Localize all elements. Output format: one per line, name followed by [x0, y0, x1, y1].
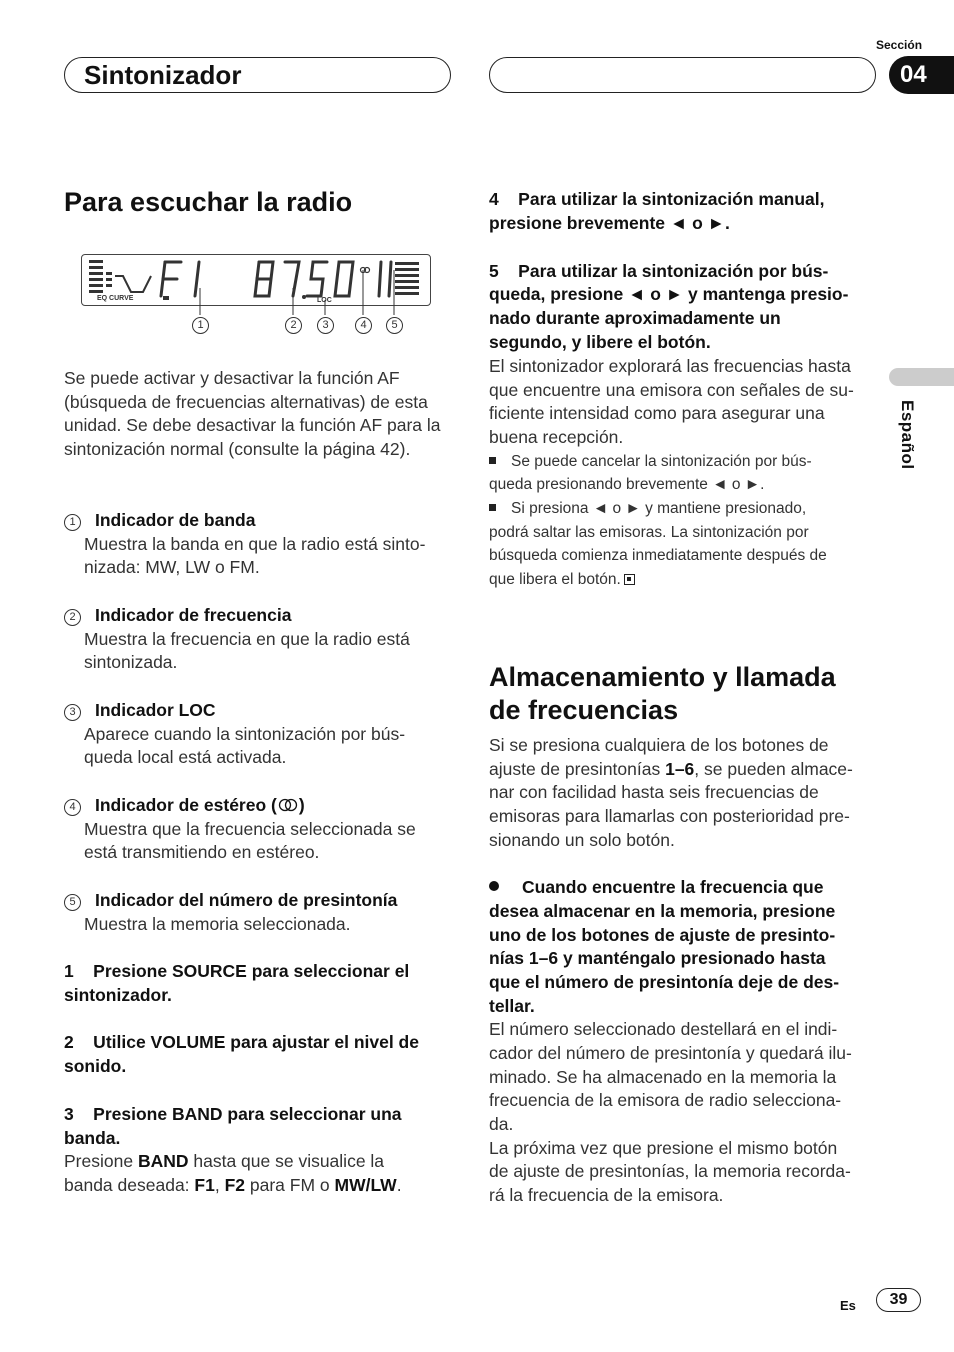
store-step-6: tellar.	[489, 996, 535, 1016]
store-step-5: que el número de presintonía deje de des-	[489, 972, 840, 992]
store-intro-5: sionando un solo botón.	[489, 830, 675, 850]
callout-2: 2	[285, 316, 302, 334]
bullet-dot-icon	[489, 881, 499, 891]
store-desc-3: minado. Se ha almacenado en la memoria la	[489, 1067, 837, 1087]
title-almacenamiento-1: Almacenamiento y llamada	[489, 662, 836, 692]
indicator-3-desc-2: queda local está activada.	[84, 747, 287, 767]
page-number: 39	[876, 1288, 921, 1312]
store-desc-5: da.	[489, 1114, 514, 1134]
step-2-line-2: sonido.	[64, 1056, 127, 1076]
store-step-2: desea almacenar en la memoria, presione	[489, 901, 836, 921]
step-5-line-3: nado durante aproximadamente un	[489, 308, 781, 328]
indicator-2-title: 2 Indicador de frecuencia	[64, 604, 291, 628]
step-5-desc-3: ficiente intensidad como para asegurar una	[489, 403, 825, 423]
section-number-badge: 04	[889, 56, 954, 94]
language-code: Es	[840, 1298, 856, 1313]
store-intro-2: ajuste de presintonías 1–6, se pueden almace-	[489, 759, 853, 779]
store-desc-8: rá la frecuencia de la emisora.	[489, 1185, 724, 1205]
indicator-5-title: 5 Indicador del número de presintonía	[64, 889, 397, 913]
end-mark-icon	[624, 574, 635, 585]
section-title: Sintonizador	[84, 60, 242, 90]
step-1-line-2: sintonizador.	[64, 985, 172, 1005]
callout-1: 1	[192, 316, 209, 334]
seccion-label: Sección	[876, 38, 923, 52]
step-1-line-1: 1 Presione SOURCE para seleccionar el	[64, 961, 410, 981]
store-desc-4: frecuencia de la emisora de radio selecciona-	[489, 1090, 842, 1110]
indicator-1-desc-2: nizada: MW, LW o FM.	[84, 557, 260, 577]
step-3-line-2: banda.	[64, 1128, 121, 1148]
loc-label: LOC	[317, 297, 332, 304]
title-almacenamiento-2: de frecuencias	[489, 695, 679, 725]
callout-3: 3	[317, 316, 334, 334]
store-desc-1: El número seleccionado destellará en el indi-	[489, 1019, 838, 1039]
step-5-line-2: queda, presione ◄ o ► y mantenga presio-	[489, 284, 849, 304]
indicator-3-title: 3 Indicador LOC	[64, 699, 216, 723]
step-5-desc-4: buena recepción.	[489, 427, 624, 447]
store-intro-1: Si se presiona cualquiera de los botones de	[489, 735, 829, 755]
indicator-5-desc-1: Muestra la memoria seleccionada.	[84, 914, 351, 934]
note-1-line-1: Se puede cancelar la sintonización por bús-	[489, 450, 812, 474]
step-3-desc-line-1: Presione BAND hasta que se visualice la	[64, 1151, 385, 1171]
language-tab	[889, 368, 954, 386]
step-5-line-1: 5 Para utilizar la sintonización por bús-	[489, 261, 829, 281]
store-desc-6: La próxima vez que presione el mismo botón	[489, 1138, 838, 1158]
step-3-line-1: 3 Presione BAND para seleccionar una	[64, 1104, 402, 1124]
step-2-line-1: 2 Utilice VOLUME para ajustar el nivel de	[64, 1032, 419, 1052]
store-intro-3: nar con facilidad hasta seis frecuencias de	[489, 782, 819, 802]
title-para-escuchar: Para escuchar la radio	[64, 187, 353, 217]
indicator-2-desc-2: sintonizada.	[84, 652, 178, 672]
indicator-4-desc-1: Muestra que la frecuencia seleccionada se	[84, 819, 416, 839]
store-desc-2: cador del número de presintonía y quedará ilu-	[489, 1043, 852, 1063]
note-2-line-2: podrá saltar las emisoras. La sintonización por	[489, 524, 809, 541]
store-desc-7: de ajuste de presintonías, la memoria recorda-	[489, 1161, 851, 1181]
bullet-icon	[489, 504, 496, 511]
note-2-line-1: Si presiona ◄ o ► y mantiene presionado,	[489, 497, 806, 521]
indicator-1-title: 1 Indicador de banda	[64, 509, 255, 533]
indicator-3-desc-1: Aparece cuando la sintonización por bús-	[84, 724, 406, 744]
indicator-4-title: 4 Indicador de estéreo ( )	[64, 794, 305, 818]
eq-curve-label: EQ CURVE	[97, 295, 134, 302]
indicator-4-desc-2: está transmitiendo en estéreo.	[84, 842, 320, 862]
store-step-3: uno de los botones de ajuste de presinto-	[489, 925, 836, 945]
note-1-line-2: queda presionando brevemente ◄ o ►.	[489, 476, 765, 493]
bullet-icon	[489, 457, 496, 464]
intro-paragraph: Se puede activar y desactivar la función AF (búsqueda de frecuencias alternativas) de esta unidad. Se debe desactivar la función AF para la sintonización normal (consulte la página 42).	[64, 368, 441, 459]
step-5-desc-1: El sintonizador explorará las frecuencias hasta	[489, 356, 851, 376]
store-step-1: Cuando encuentre la frecuencia que	[489, 876, 823, 900]
callout-5: 5	[386, 316, 403, 334]
callout-4: 4	[355, 316, 372, 334]
indicator-1-desc-1: Muestra la banda en que la radio está sinto-	[84, 534, 426, 554]
step-3-desc-line-2: banda deseada: F1, F2 para FM o MW/LW.	[64, 1175, 402, 1195]
stereo-icon	[277, 798, 299, 812]
note-2-line-3: búsqueda comienza inmediatamente después de	[489, 547, 827, 564]
store-step-4: nías 1–6 y manténgalo presionado hasta	[489, 948, 826, 968]
step-4-line-1: 4 Para utilizar la sintonización manual,	[489, 189, 825, 209]
step-5-desc-2: que encuentre una emisora con señales de su-	[489, 380, 854, 400]
language-label: Español	[898, 400, 917, 470]
indicator-2-desc-1: Muestra la frecuencia en que la radio está	[84, 629, 410, 649]
step-4-line-2: presione brevemente ◄ o ►.	[489, 213, 730, 233]
note-2-line-4: que libera el botón.	[489, 568, 635, 592]
store-intro-4: emisoras para llamarlas con posterioridad pre-	[489, 806, 850, 826]
step-5-line-4: segundo, y libere el botón.	[489, 332, 711, 352]
